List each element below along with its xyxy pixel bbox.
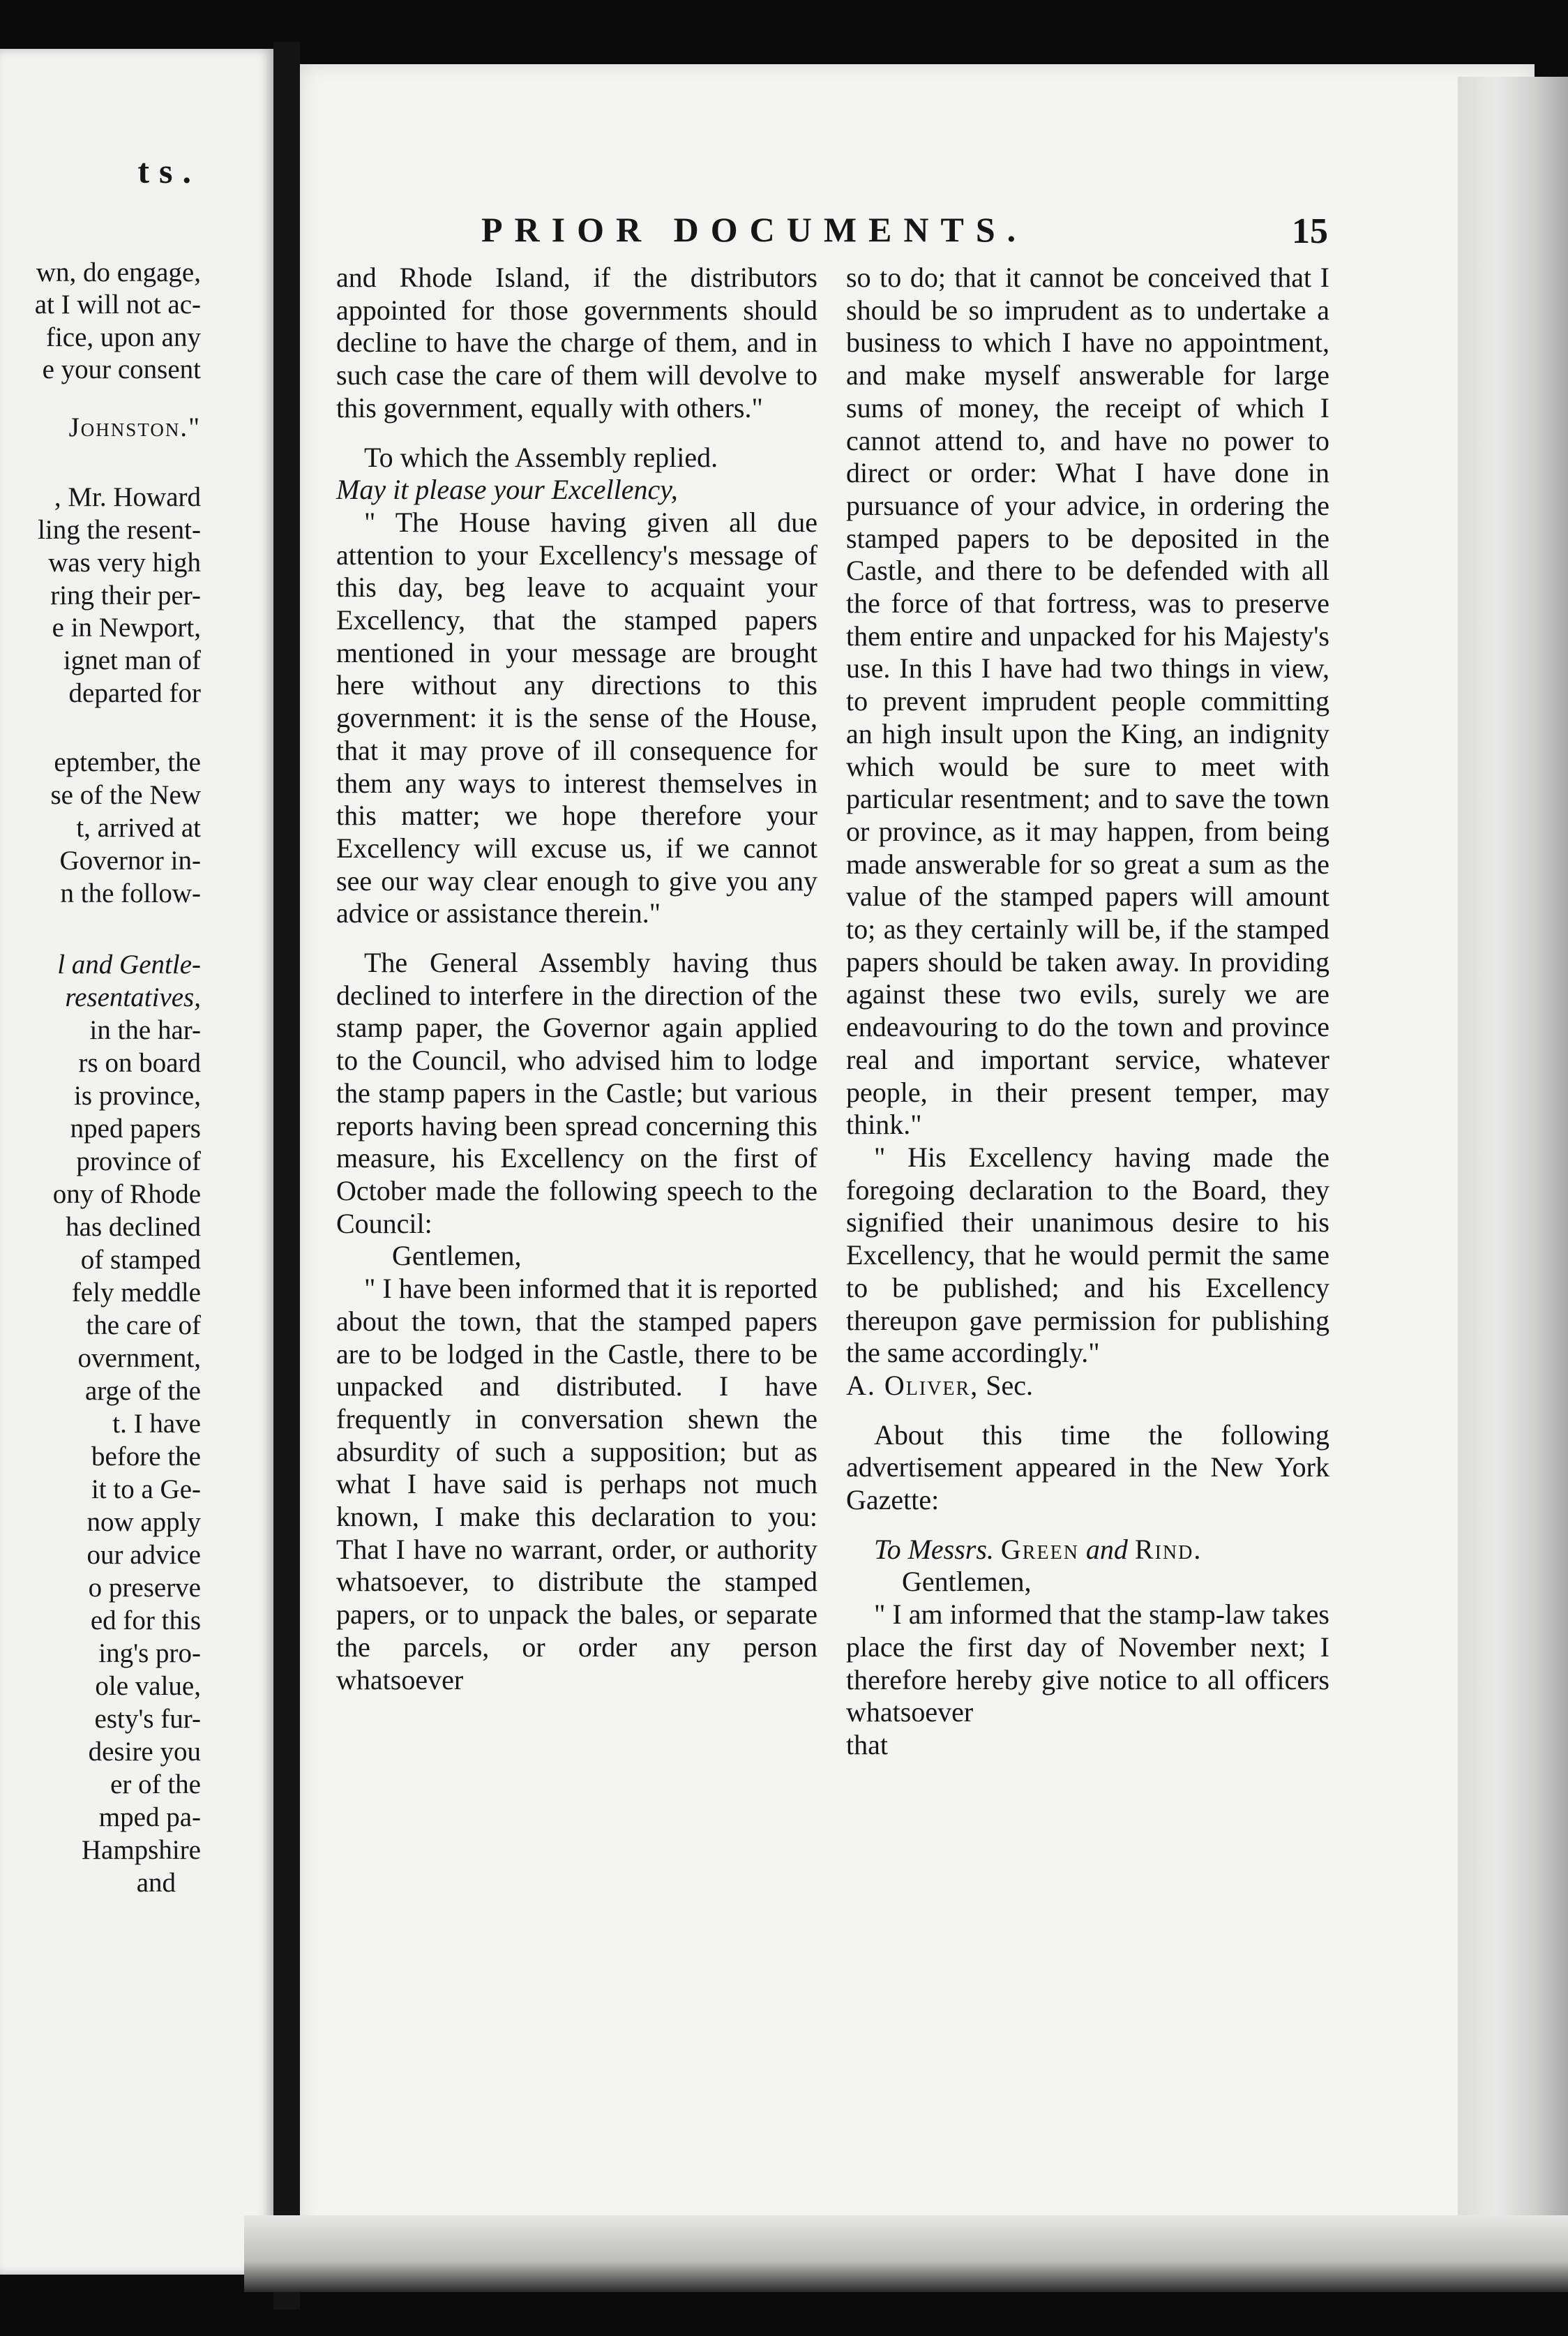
book-gutter: [273, 42, 300, 2309]
left-page-line: rs on board: [78, 1048, 201, 1078]
left-page-line: ts.: [137, 151, 201, 190]
left-page-line: has declined: [66, 1212, 201, 1242]
paragraph: " I have been informed that it is reported about the town, that the stamped papers are to be lodged in the Castle, there to be unpacked and distributed. I have frequently in conversation shewn the absurdity of such a supposition; but as what I have said is perhaps not much known, I make this declaration to you: That I have no warrant, order, or authority whatsoever, to distribute the stamped papers, or to unpack the bales, or separate the parcels, or order any person whatsoever: [336, 1273, 817, 1695]
left-page-line: at I will not ac-: [34, 290, 201, 320]
left-page-line: wn, do engage,: [36, 257, 201, 287]
left-page-line: our advice: [86, 1540, 201, 1570]
left-page-line: ony of Rhode: [52, 1179, 201, 1209]
left-page-line: overnment,: [77, 1343, 201, 1373]
left-page-line: , Mr. Howard: [54, 482, 201, 512]
left-page-line: the care of: [86, 1310, 201, 1340]
page-edge-right: [1458, 77, 1568, 2254]
left-page-line: fice, upon any: [45, 322, 201, 352]
left-page-line: t, arrived at: [76, 813, 201, 843]
left-page-line: was very high: [48, 548, 201, 578]
left-page-line: Hampshire: [81, 1835, 201, 1865]
paragraph: " I am informed that the stamp-law takes place the first day of November next; I therefore hereby give notice to all officers whatsoever: [846, 1598, 1329, 1728]
left-page-line: o preserve: [88, 1573, 201, 1603]
left-page-line: t. I have: [112, 1409, 201, 1439]
left-page-line: arge of the: [84, 1376, 201, 1406]
left-page-line: of stamped: [80, 1245, 201, 1275]
left-page-line: er of the: [110, 1769, 201, 1799]
addressee: To Messrs. Green and Rind.: [874, 1533, 1203, 1565]
paragraph: " The House having given all due attention to your Excellency's message of this day, beg leave to acquaint your Excellency, that the stamped papers mentioned in your message are brought here without any directions to this government: it is the sense of the House, that it may prove of ill consequence for them any ways to interest themselves in this matter; we hope therefore your Excellency will excuse us, if we cannot see our way clear enough to give you any advice or assistance therein.": [336, 506, 817, 929]
paragraph: and Rhode Island, if the distributors appointed for those governments should decline to have the charge of them, and in such case the care of them will devolve to this government, equally with others.": [336, 262, 817, 424]
paragraph: " His Excellency having made the foregoing declaration to the Board, they signified their unanimous desire to his Excellency, that he would permit the same to be published; and his Excellency thereupon gave permission for publishing the same accordingly.": [846, 1141, 1329, 1369]
left-page-line: ling the resent-: [38, 515, 201, 545]
left-page-line: se of the New: [50, 780, 201, 810]
left-page-line: province of: [76, 1146, 201, 1176]
left-page-fragment: [0, 49, 273, 2275]
signature-name: A. Oliver,: [846, 1369, 979, 1401]
left-page-line: fely meddle: [71, 1278, 201, 1308]
running-title: PRIOR DOCUMENTS.: [481, 210, 1028, 249]
left-page-line: before the: [91, 1442, 201, 1472]
salutation: May it please your Excellency,: [336, 474, 678, 506]
left-page-line: e in Newport,: [52, 613, 201, 643]
left-page-line: ring their per-: [50, 581, 201, 611]
paragraph: The General Assembly having thus declined to interfere in the direction of the stamp paper, the Governor again applied to the Council, who advised him to lodge the stamp papers in the Castle; but various reports having been spread concerning this measure, his Excellency on the first of October made the following speech to the Council:: [336, 947, 817, 1239]
page-number: 15: [1292, 211, 1328, 251]
left-page-line: now apply: [86, 1507, 201, 1537]
catchword: that: [846, 1728, 888, 1760]
text-column-left: [336, 262, 817, 1696]
left-page-line: mped pa-: [98, 1802, 201, 1832]
signature-title: Sec.: [986, 1369, 1033, 1401]
left-page-line: desire you: [88, 1737, 201, 1767]
left-page-line: e your consent: [42, 354, 201, 384]
left-page-line: ignet man of: [63, 645, 201, 675]
left-page-line: ole value,: [95, 1671, 201, 1701]
salutation: Gentlemen,: [902, 1566, 1032, 1598]
page-edge-bottom: [244, 2215, 1568, 2292]
left-page-line: n the follow-: [60, 878, 201, 908]
left-page-line: esty's fur-: [94, 1704, 201, 1734]
left-page-line: nped papers: [70, 1114, 201, 1144]
paragraph: so to do; that it cannot be conceived that I should be so imprudent as to undertake a business to which I have no appointment, and make myself answerable for large sums of money, the receipt of which I cannot attend to, and have no power to direct or order: What I have done in pursuance of your advice, in ordering the stamped papers to be deposited in the Castle, and there to be defended with all the force of that fortress, was to preserve them entire and unpacked for his Majesty's use. In this I have had two things in view, to prevent imprudent people committing an high insult upon the King, an indignity which would be sure to meet with particular resentment; and to save the town or province, as it may happen, from being made answerable for so great a sum as the value of the stamped papers will amount to; as they certainly will be, if the stamped papers should be taken away. In providing against these two evils, surely we are endeavouring to do the town and province real and important service, whatever people, in their present temper, may think.": [846, 262, 1329, 1141]
text-column-right: [846, 262, 1329, 1762]
left-page-line: ing's pro-: [98, 1638, 201, 1668]
left-page-line: in the har-: [89, 1015, 201, 1045]
left-page-line: Johnston.": [68, 412, 201, 442]
paragraph: To which the Assembly replied.: [364, 441, 718, 473]
left-page-line: is province,: [74, 1081, 201, 1111]
left-page-line: eptember, the: [54, 747, 201, 777]
left-page-line: departed for: [68, 678, 201, 708]
signature: [846, 1370, 1329, 1402]
paragraph: About this time the following advertisement appeared in the New York Gazette:: [846, 1418, 1329, 1516]
left-page-line: ed for this: [90, 1605, 201, 1635]
left-page-line: l and Gentle-: [57, 950, 201, 980]
left-page-line: resentatives,: [65, 982, 201, 1012]
left-page-line: Governor in-: [59, 846, 201, 876]
left-page-line: and: [136, 1868, 176, 1898]
left-page-line: it to a Ge-: [91, 1474, 201, 1504]
salutation: Gentlemen,: [392, 1240, 522, 1272]
